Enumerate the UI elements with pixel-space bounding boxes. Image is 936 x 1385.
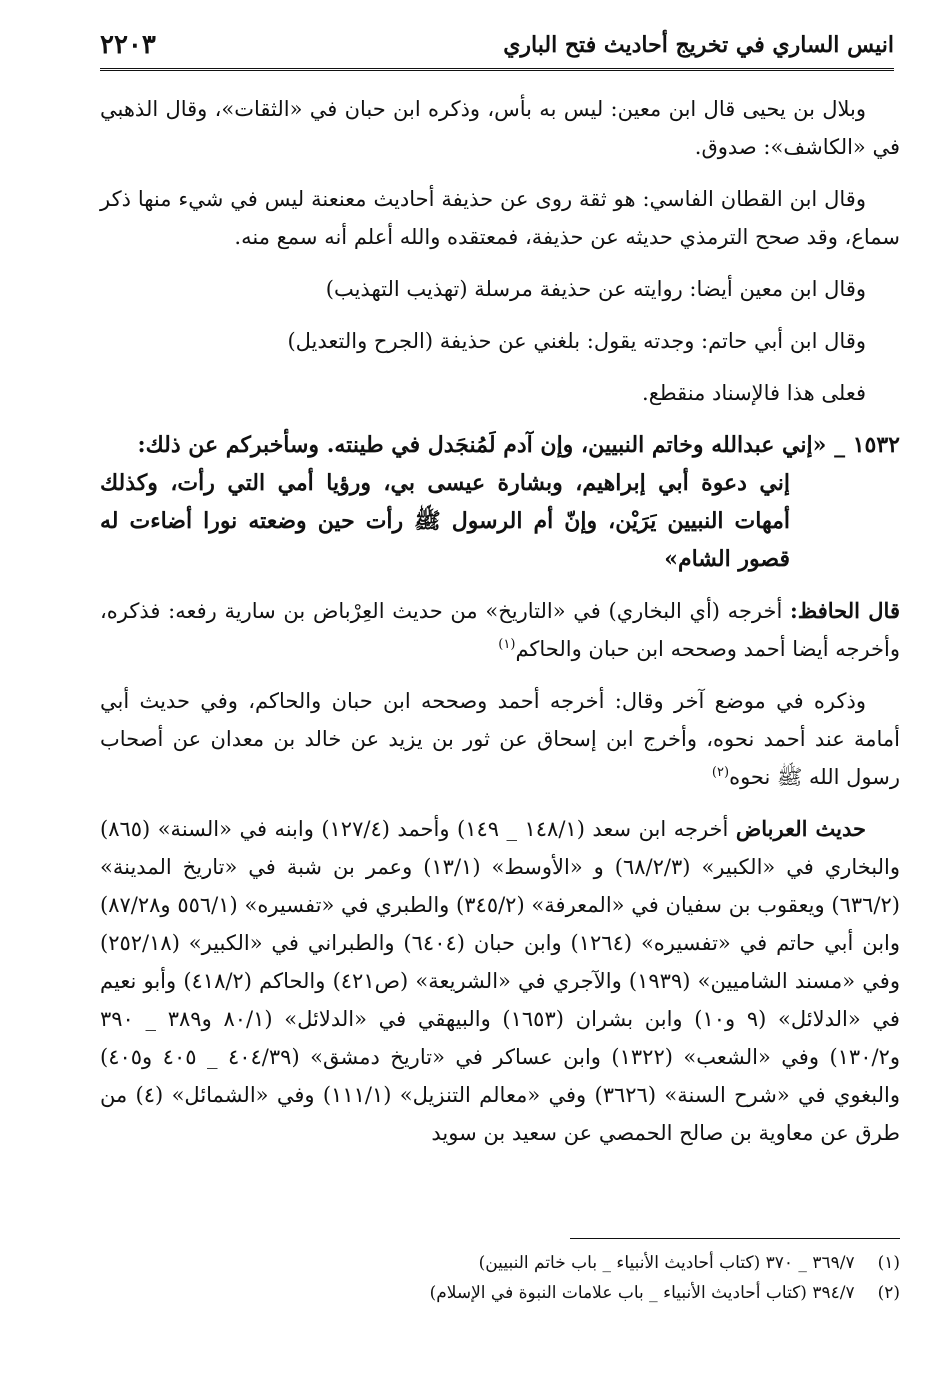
main-text	[100, 90, 900, 1166]
paragraph-hafiz	[100, 592, 900, 668]
footnotes	[100, 1248, 900, 1308]
footnote-text: ٣٦٩/٧ _ ٣٧٠ (كتاب أحاديث الأنبياء _ باب خاتم النبيين)	[478, 1253, 855, 1273]
footnote-ref-1: (١)	[498, 637, 516, 652]
paragraph-bilal: وبلال بن يحيى قال ابن معين: ليس به بأس، وذكره ابن حبان في «الثقات»، وقال الذهبي في «الكاشف»: صدوق.	[100, 97, 900, 159]
paragraph-other-place	[100, 682, 900, 796]
hafiz-text: أخرجه (أي البخاري) في «التاريخ» من حديث العِرْباض بن سارية رفعه: فذكره، وأخرجه أيضا أحمد وصححه ابن حبان والحاكم	[100, 599, 900, 661]
hafiz-label: قال الحافظ:	[790, 598, 900, 623]
paragraph-ibn-abi-hatim: وقال ابن أبي حاتم: وجدته يقول: بلغني عن حذيفة (الجرح والتعديل)	[287, 329, 866, 353]
footnote-number: (٢)	[877, 1283, 900, 1303]
footnote-ref-2: (٢)	[711, 765, 730, 780]
hadith-continuation: إني دعوة أبي إبراهيم، وبشارة عيسى بي، ورؤيا أمي التي رأت، وكذلك أمهات النبيين يَرَيْن، وإنّ أم الرسول ﷺ رأت حين وضعته نورا أضاءت له قصور الشام»	[100, 470, 790, 572]
footnote-number: (١)	[877, 1253, 900, 1273]
hadith-first-line: «إني عبدالله وخاتم النبيين، وإن آدم لَمُنجَدل في طينته. وسأخبركم عن ذلك:	[137, 432, 827, 458]
irbad-text: أخرجه ابن سعد (١٤٨/١ _ ١٤٩) وأحمد (١٢٧/٤) وابنه في «السنة» (٨٦٥) والبخاري في «الكبير» (٦٨/٢/٣) و «الأوسط» (١٣/١) وعمر بن شبة في «تاريخ المدينة» (٦٣٦/٢) ويعقوب بن سفيان في «المعرفة» (٣٤٥/٢) والطبري في «تفسيره» (٥٥٦/١ و٨٧/٢٨) وابن أبي حاتم في «تفسيره» (١٢٦٤) وابن حبان (٦٤٠٤) والطبراني في «الكبير» (٢٥٢/١٨) وفي «مسند الشاميين» (١٩٣٩) والآجري في «الشريعة» (ص٤٢١) والحاكم (٤١٨/٢) وأبو نعيم في «الدلائل» (٩ و١٠) وابن بشران (١٦٥٣) والبيهقي في «الدلائل» (٨٠/١ و٣٨٩ _ ٣٩٠ و١٣٠/٢) وفي «الشعب» (١٣٢٢) وابن عساكر في «تاريخ دمشق» (٤٠٤/٣٩ _ ٤٠٥ و٤٠٥) والبغوي في «شرح السنة» (٣٦٢٦) وفي «معالم التنزيل» (١١١/١) وفي «الشمائل» (٤) من طرق عن معاوية بن صالح الحمصي عن سعيد بن سويد	[100, 817, 901, 1145]
hadith-text	[100, 426, 900, 578]
paragraph-conclusion: فعلى هذا فالإسناد منقطع.	[642, 381, 866, 405]
page-number: ٢٢٠٣	[100, 30, 156, 60]
running-header	[100, 28, 894, 71]
footnote-2	[100, 1278, 900, 1308]
paragraph-ibn-qattan: وقال ابن القطان الفاسي: هو ثقة روى عن حذيفة أحاديث معنعنة ليس في شيء منها ذكر سماع، وقد صحح الترمذي حديثه عن حذيفة، فمعتقده والله أعلم أنه سمع منه.	[100, 187, 900, 249]
paragraph-irbad-takhrij	[100, 810, 900, 1152]
book-title: انيس الساري في تخريج أحاديث فتح الباري	[503, 32, 894, 58]
irbad-label: حديث العرباض	[735, 816, 867, 841]
footnote-text: ٣٩٤/٧ (كتاب أحاديث الأنبياء _ باب علامات النبوة في الإسلام)	[429, 1283, 855, 1303]
footnote-1	[100, 1248, 900, 1278]
hadith-number: ١٥٣٢ _	[834, 432, 900, 458]
paragraph-ibn-main: وقال ابن معين أيضا: روايته عن حذيفة مرسلة (تهذيب التهذيب)	[325, 277, 866, 301]
footnote-separator	[570, 1238, 900, 1239]
other-place-text: وذكره في موضع آخر وقال: أخرجه أحمد وصححه ابن حبان والحاكم، وفي حديث أبي أمامة عند أحمد نحوه، وأخرج ابن إسحاق عن ثور بن يزيد عن خالد بن معدان عن أصحاب رسول الله ﷺ نحوه	[100, 689, 900, 789]
